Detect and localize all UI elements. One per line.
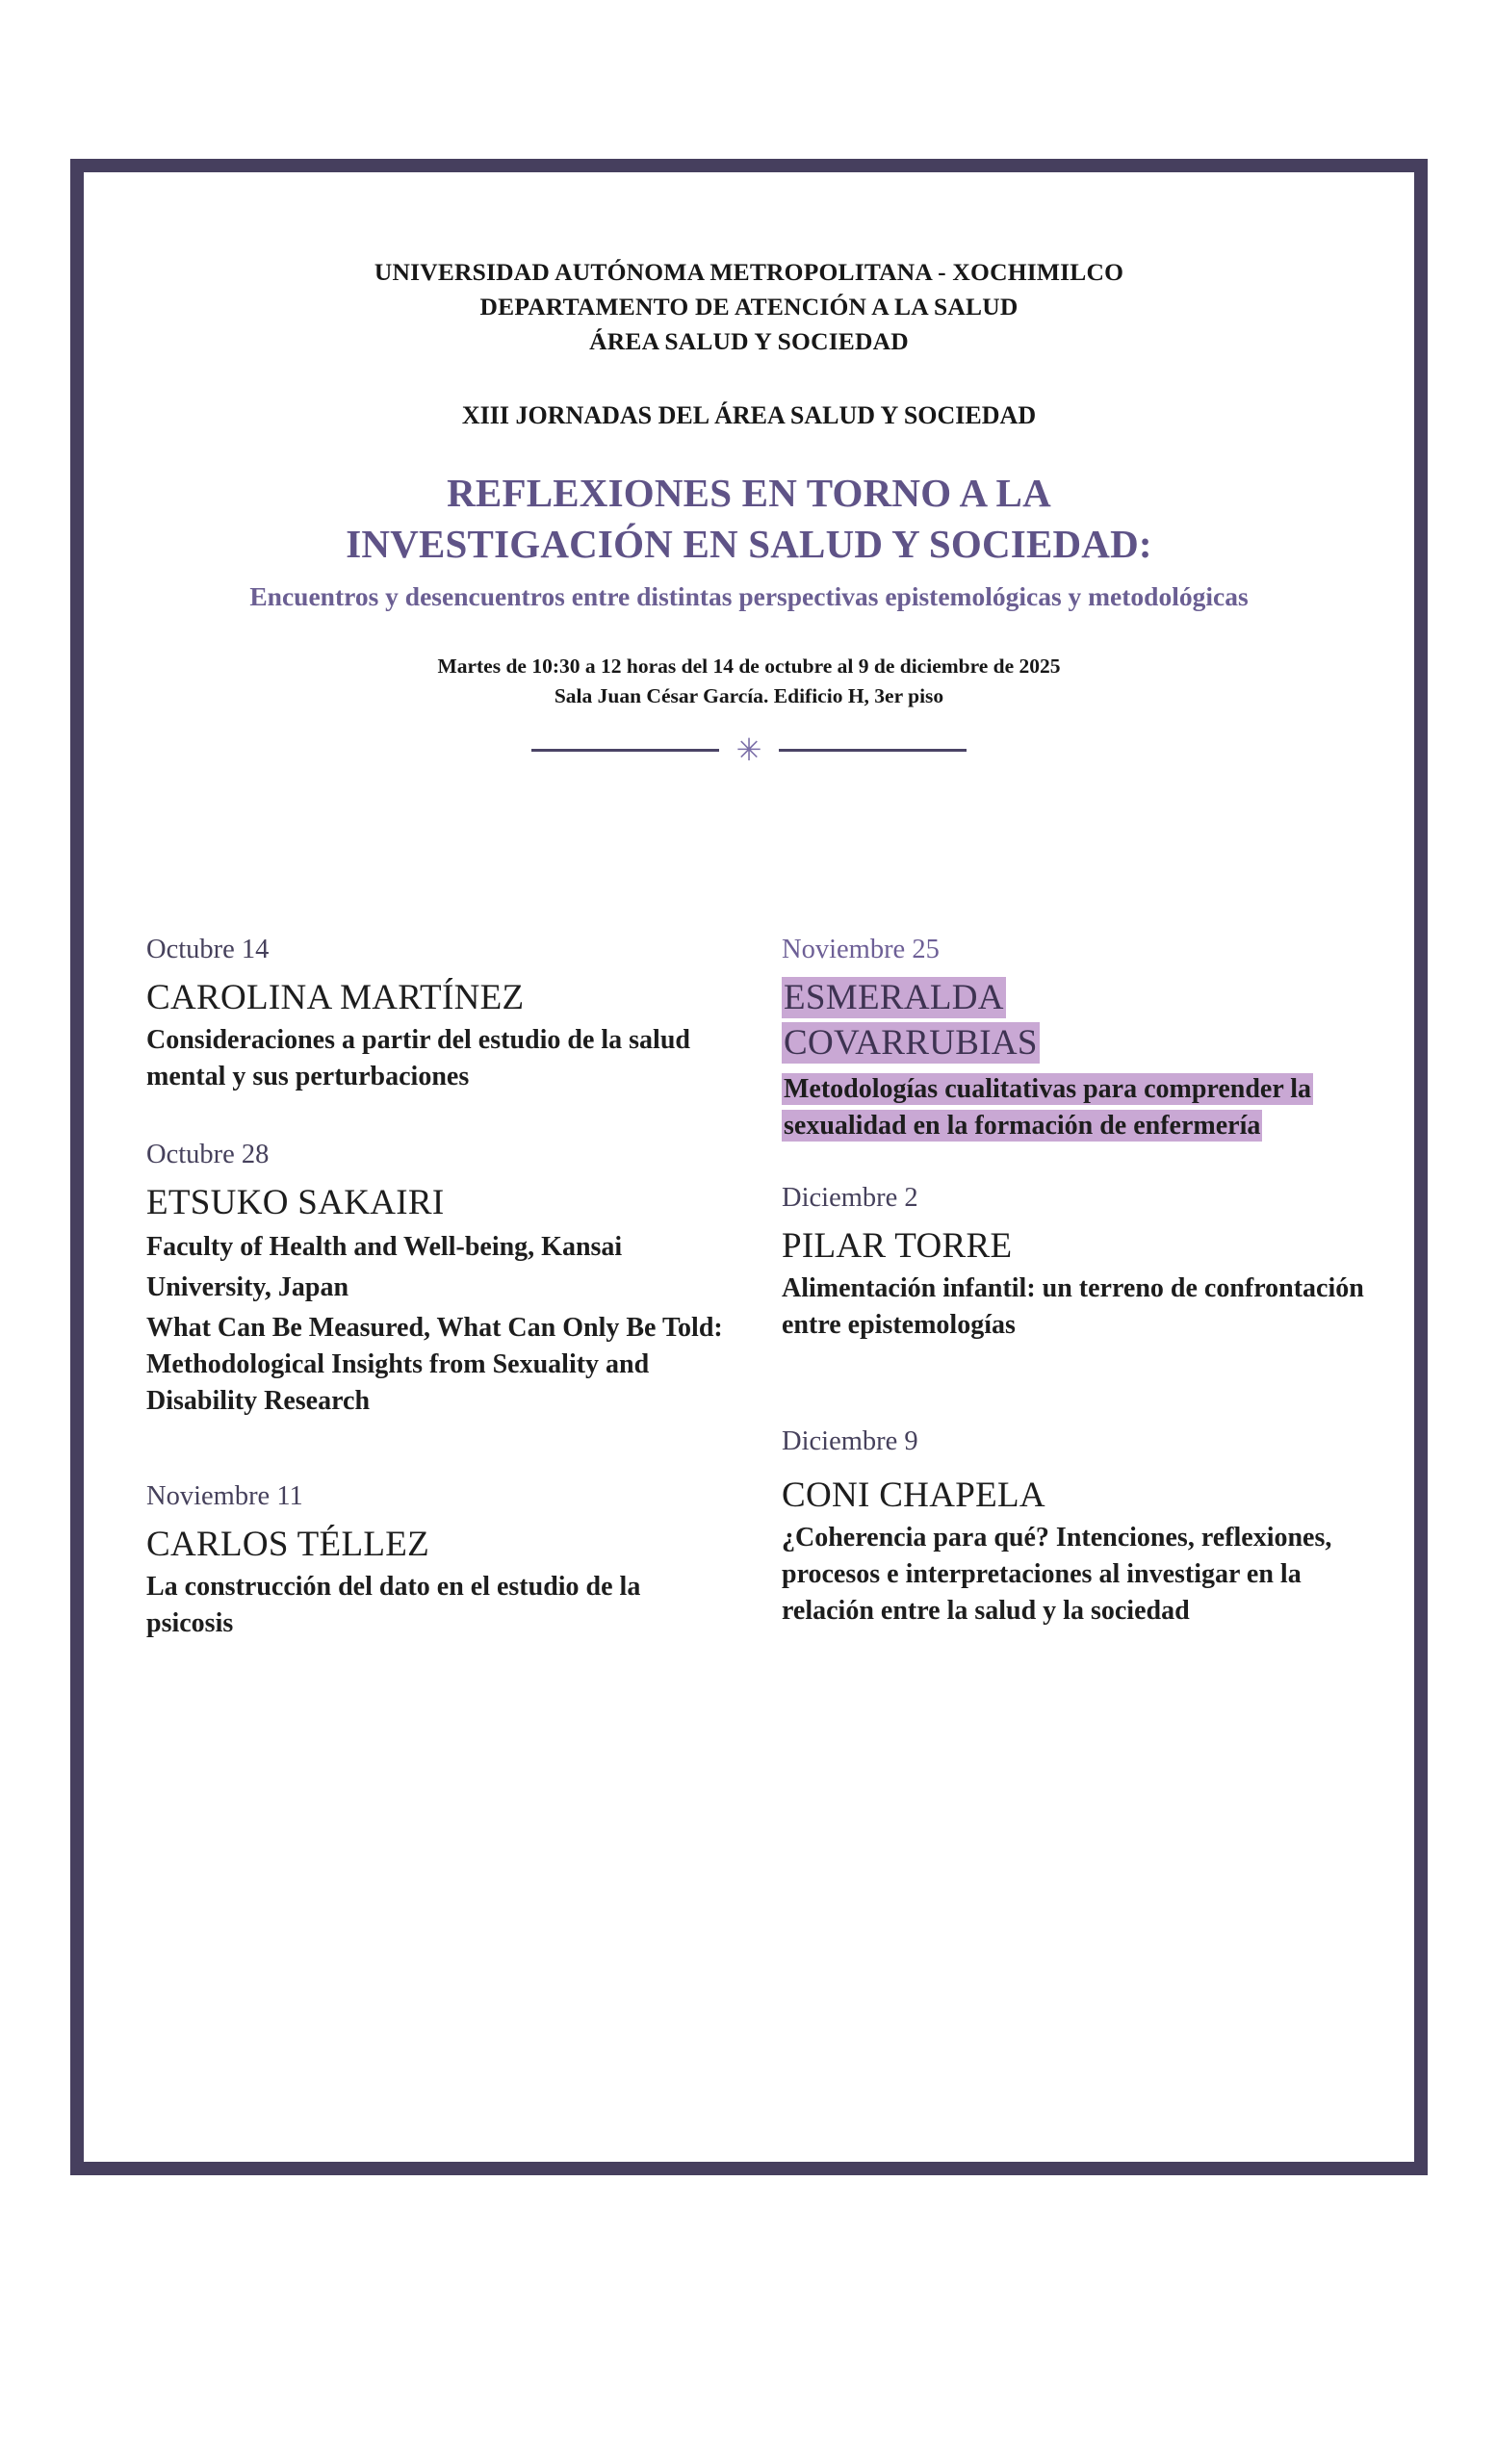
session-speaker: CAROLINA MARTÍNEZ xyxy=(146,978,525,1017)
session-item xyxy=(146,1479,732,1642)
session-speaker-line-2: COVARRUBIAS xyxy=(784,1023,1038,1063)
session-speaker: CARLOS TÉLLEZ xyxy=(146,1525,430,1564)
event-venue: Sala Juan César García. Edificio H, 3er piso xyxy=(554,684,944,707)
page-subtitle: Encuentros y desencuentros entre distintas perspectivas epistemológicas y metodológicas xyxy=(249,581,1249,611)
session-item xyxy=(782,933,1376,1144)
session-date: Noviembre 11 xyxy=(146,1481,303,1511)
event-series-title: XIII JORNADAS DEL ÁREA SALUD Y SOCIEDAD xyxy=(461,401,1037,429)
divider-rule-left xyxy=(531,749,719,752)
spacer xyxy=(146,1420,732,1479)
session-speaker: ETSUKO SAKAIRI xyxy=(146,1183,445,1222)
spacer xyxy=(146,1095,732,1138)
session-speaker xyxy=(782,975,1376,1065)
session-date: Octubre 28 xyxy=(146,1140,270,1169)
session-item xyxy=(782,1181,1376,1344)
program-column-right xyxy=(749,933,1414,1642)
session-description: Metodologías cualitativas para comprender la sexualidad en la formación de enfermería xyxy=(784,1074,1312,1141)
session-item xyxy=(782,1424,1376,1630)
session-date: Diciembre 9 xyxy=(782,1426,918,1456)
ornament-divider xyxy=(84,734,1414,765)
session-description-wrapper xyxy=(782,1071,1376,1144)
spacer xyxy=(782,1144,1376,1181)
page-title-line-1: REFLEXIONES EN TORNO A LA xyxy=(447,471,1051,515)
session-description: ¿Coherencia para qué? Intenciones, reflexiones, procesos e interpretaciones al investigar en la relación entre la salud y la sociedad xyxy=(782,1523,1332,1626)
poster-header xyxy=(84,172,1414,765)
session-description: Alimentación infantil: un terreno de confrontación entre epistemologías xyxy=(782,1273,1364,1340)
institution-line-2: DEPARTAMENTO DE ATENCIÓN A LA SALUD xyxy=(479,293,1019,321)
session-speaker: CONI CHAPELA xyxy=(782,1476,1045,1515)
session-date: Diciembre 2 xyxy=(782,1183,918,1213)
session-item xyxy=(146,933,732,1095)
page-title-line-2: INVESTIGACIÓN EN SALUD Y SOCIEDAD: xyxy=(346,522,1152,566)
institution-line-3: ÁREA SALUD Y SOCIEDAD xyxy=(589,327,909,355)
session-description: La construcción del dato en el estudio de la psicosis xyxy=(146,1572,641,1638)
poster-frame xyxy=(70,159,1428,2175)
session-speaker-line-1: ESMERALDA xyxy=(784,978,1004,1017)
session-description: What Can Be Measured, What Can Only Be Told: Methodological Insights from Sexuality and Disability Research xyxy=(146,1313,723,1416)
program-columns xyxy=(84,933,1414,1642)
program-column-left xyxy=(84,933,749,1642)
spacer xyxy=(782,1344,1376,1424)
session-speaker: PILAR TORRE xyxy=(782,1226,1013,1266)
event-schedule: Martes de 10:30 a 12 horas del 14 de octubre al 9 de diciembre de 2025 xyxy=(437,654,1061,678)
session-description: Consideraciones a partir del estudio de la salud mental y sus perturbaciones xyxy=(146,1025,690,1091)
page-title xyxy=(84,468,1414,570)
session-item xyxy=(146,1138,732,1420)
divider-rule-right xyxy=(779,749,967,752)
star-icon: ✳ xyxy=(735,732,762,767)
session-date: Octubre 14 xyxy=(146,935,270,964)
poster-content xyxy=(84,172,1414,2162)
session-affiliation: Faculty of Health and Well-being, Kansai University, Japan xyxy=(146,1232,623,1302)
institution-line-1: UNIVERSIDAD AUTÓNOMA METROPOLITANA - XOCHIMILCO xyxy=(374,258,1124,286)
session-date: Noviembre 25 xyxy=(782,935,940,964)
